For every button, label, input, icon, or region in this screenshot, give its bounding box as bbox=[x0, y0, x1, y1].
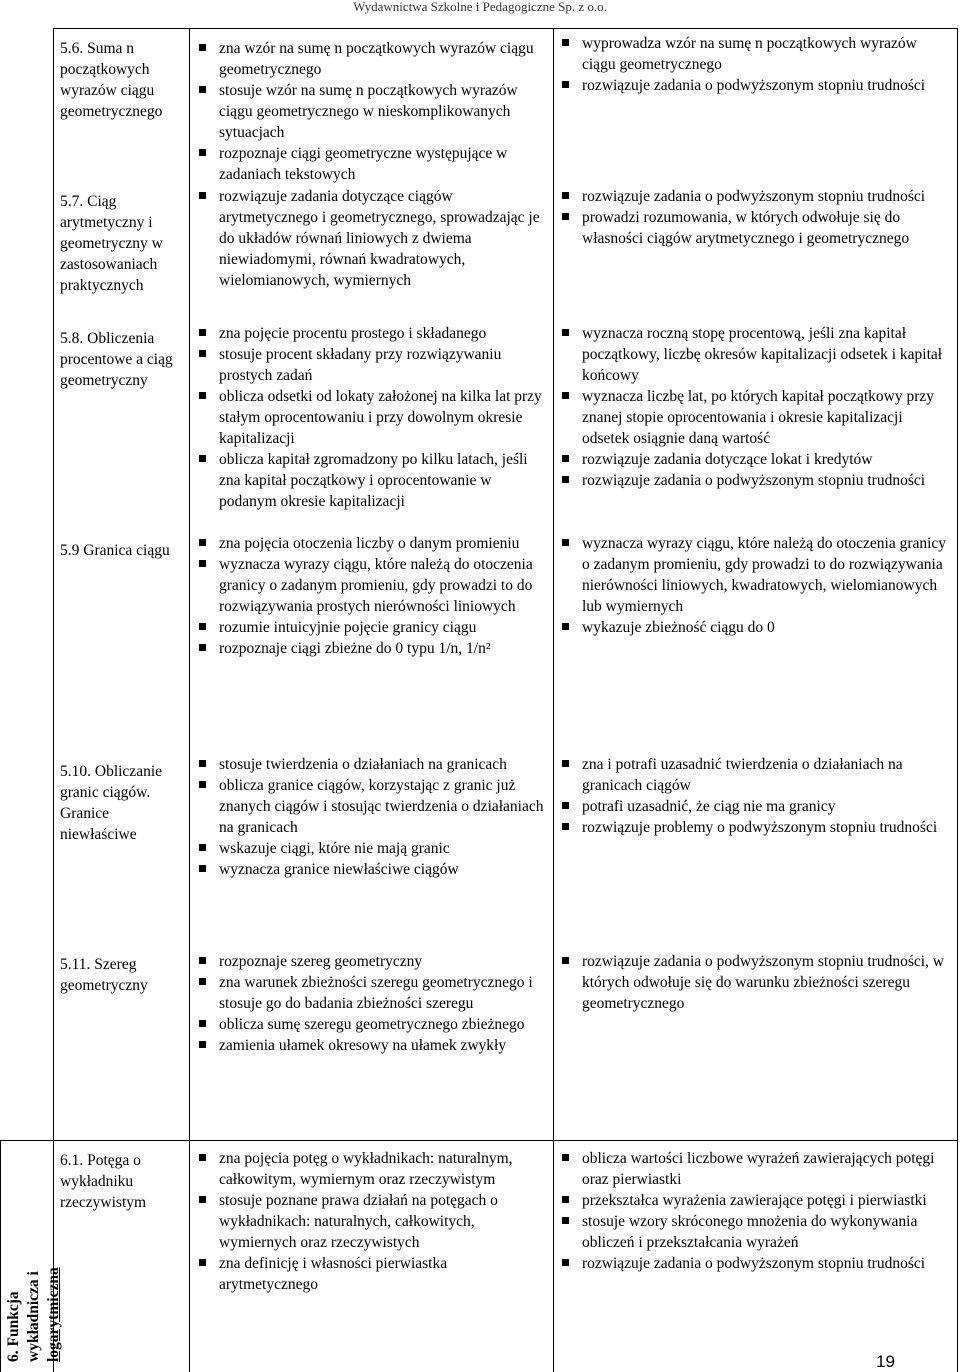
requirement-text: stosuje poznane prawa działań na potęgach o wykładnikach: naturalnych, całkowitych, wymiernych oraz rzeczywistych bbox=[219, 1192, 498, 1251]
extended-5-8 bbox=[560, 323, 952, 491]
chapter-divider bbox=[0, 1140, 958, 1141]
requirement-text: rozwiązuje zadania o podwyższonym stopniu trudności bbox=[582, 1255, 926, 1272]
table-border-left bbox=[53, 28, 54, 1372]
bullet-square-icon bbox=[199, 781, 206, 788]
bullet-square-icon bbox=[199, 957, 206, 964]
requirement-item bbox=[560, 754, 952, 796]
page-number: 19 bbox=[876, 1352, 895, 1371]
requirement-text: wskazuje ciągi, które nie mają granic bbox=[219, 840, 450, 857]
requirement-item bbox=[197, 554, 549, 617]
requirement-text: zna pojęcia potęg o wykładnikach: naturalnym, całkowitym, wymiernym oraz rzeczywistym bbox=[219, 1150, 513, 1188]
bullet-square-icon bbox=[199, 192, 206, 199]
requirement-text: rozpoznaje ciągi zbieżne do 0 typu 1/n, 1/n² bbox=[219, 640, 491, 657]
requirement-item bbox=[560, 449, 952, 470]
requirement-text: rozwiązuje zadania o podwyższonym stopniu trudności bbox=[582, 188, 926, 205]
requirement-text: potrafi uzasadnić, że ciąg nie ma granicy bbox=[582, 798, 836, 815]
bullet-square-icon bbox=[562, 213, 569, 220]
bullet-square-icon bbox=[562, 392, 569, 399]
requirement-item bbox=[560, 33, 952, 75]
requirement-text: oblicza odsetki od lokaty założonej na kilka lat przy stałym oprocentowaniu i przy dowolnym okresie kapitalizacji bbox=[219, 388, 542, 447]
basic-5-10 bbox=[197, 754, 549, 880]
requirement-item bbox=[560, 1253, 952, 1274]
requirement-item bbox=[197, 38, 549, 80]
bullet-square-icon bbox=[562, 1259, 569, 1266]
requirement-item bbox=[560, 617, 952, 638]
chapter-6-label-line2: wykładnicza i bbox=[25, 1271, 42, 1362]
bullet-square-icon bbox=[562, 802, 569, 809]
requirement-item bbox=[560, 207, 952, 249]
requirement-text: rozumie intuicyjnie pojęcie granicy ciągu bbox=[219, 619, 477, 636]
requirement-item bbox=[197, 859, 549, 880]
basic-5-8 bbox=[197, 323, 549, 512]
requirement-text: rozwiązuje zadania dotyczące lokat i kredytów bbox=[582, 451, 873, 468]
requirement-text: stosuje twierdzenia o działaniach na granicach bbox=[219, 756, 507, 773]
bullet-square-icon bbox=[199, 1259, 206, 1266]
bullet-square-icon bbox=[199, 644, 206, 651]
bullet-square-icon bbox=[199, 149, 206, 156]
requirement-text: zna pojęcie procentu prostego i składanego bbox=[219, 325, 487, 342]
requirement-item bbox=[197, 1035, 549, 1056]
requirement-text: wyznacza liczbę lat, po których kapitał początkowy przy znanej stopie oprocentowania i okresie kapitalizacji odsetek osiągnie daną wartość bbox=[582, 388, 935, 447]
requirement-item bbox=[560, 951, 952, 1014]
requirement-text: stosuje procent składany przy rozwiązywaniu prostych zadań bbox=[219, 346, 502, 384]
bullet-square-icon bbox=[562, 39, 569, 46]
requirement-text: wyznacza roczną stopę procentową, jeśli zna kapitał początkowy, liczbę okresów kapitalizacji odsetek i kapitał końcowy bbox=[582, 325, 943, 384]
requirement-item bbox=[197, 344, 549, 386]
requirement-text: rozwiązuje problemy o podwyższonym stopniu trudności bbox=[582, 819, 938, 836]
requirement-item bbox=[197, 754, 549, 775]
requirement-text: wyznacza wyrazy ciągu, które należą do otoczenia granicy o zadanym promieniu, gdy prowadzi to do rozwiązywania nierówności liniowych, kwadratowych, wielomianowych lub wymiernych bbox=[582, 535, 947, 615]
requirement-text: rozpoznaje szereg geometryczny bbox=[219, 953, 423, 970]
requirement-text: wyprowadza wzór na sumę n początkowych wyrazów ciągu geometrycznego bbox=[582, 35, 917, 73]
requirement-item bbox=[560, 1211, 952, 1253]
requirement-text: oblicza granice ciągów, korzystając z granic już znanych ciągów i stosując twierdzenia o działaniach na granicach bbox=[219, 777, 544, 836]
chapter-6-label bbox=[0, 1150, 62, 1366]
requirement-item bbox=[197, 1014, 549, 1035]
extended-5-9 bbox=[560, 533, 952, 638]
bullet-square-icon bbox=[199, 1020, 206, 1027]
column-divider-1 bbox=[189, 28, 190, 1372]
section-title-5-10: 5.10. Obliczanie granic ciągów. Granice niewłaściwe bbox=[60, 763, 163, 843]
requirement-item bbox=[560, 386, 952, 449]
requirement-item bbox=[197, 1253, 549, 1295]
requirement-item bbox=[560, 1190, 952, 1211]
requirement-item bbox=[197, 972, 549, 1014]
requirement-item bbox=[560, 470, 952, 491]
requirement-text: zna definicję i własności pierwiastka arytmetycznego bbox=[219, 1255, 448, 1293]
bullet-square-icon bbox=[562, 476, 569, 483]
bullet-square-icon bbox=[199, 978, 206, 985]
bullet-square-icon bbox=[562, 1154, 569, 1161]
requirement-item bbox=[560, 1148, 952, 1190]
section-title-5-7: 5.7. Ciąg arytmetyczny i geometryczny w zastosowaniach praktycznych bbox=[60, 193, 163, 294]
section-title-5-6: 5.6. Suma n początkowych wyrazów ciągu geometrycznego bbox=[60, 40, 163, 120]
extended-5-7 bbox=[560, 186, 952, 249]
bullet-square-icon bbox=[199, 392, 206, 399]
requirement-text: oblicza sumę szeregu geometrycznego zbieżnego bbox=[219, 1016, 525, 1033]
chapter-6-label-line3: logarytmiczna bbox=[45, 1267, 62, 1362]
requirement-item bbox=[560, 533, 952, 617]
section-title-6-1: 6.1. Potęga o wykładniku rzeczywistym bbox=[60, 1152, 147, 1211]
requirement-text: wykazuje zbieżność ciągu do 0 bbox=[582, 619, 775, 636]
bullet-square-icon bbox=[199, 455, 206, 462]
requirement-text: rozwiązuje zadania dotyczące ciągów arytmetycznego i geometrycznego, sprowadzając je do układów równań liniowych z dwiema niewiadomymi, równań kwadratowych, wielomianowych, wymiernych bbox=[219, 188, 540, 289]
requirement-item bbox=[197, 143, 549, 185]
basic-5-9 bbox=[197, 533, 549, 659]
bullet-square-icon bbox=[199, 865, 206, 872]
requirement-text: rozwiązuje zadania o podwyższonym stopniu trudności bbox=[582, 472, 926, 489]
requirement-item bbox=[197, 838, 549, 859]
requirement-item bbox=[197, 1190, 549, 1253]
requirement-text: rozwiązuje zadania o podwyższonym stopniu trudności, w których odwołuje się do warunku zbieżności szeregu geometrycznego bbox=[582, 953, 945, 1012]
requirement-item bbox=[197, 775, 549, 838]
extended-5-10 bbox=[560, 754, 952, 838]
requirement-text: stosuje wzory skróconego mnożenia do wykonywania obliczeń i przekształcania wyrażeń bbox=[582, 1213, 918, 1251]
requirement-item bbox=[560, 75, 952, 96]
bullet-square-icon bbox=[562, 81, 569, 88]
requirement-item bbox=[197, 80, 549, 143]
table-top bbox=[53, 28, 958, 29]
bullet-square-icon bbox=[562, 455, 569, 462]
column-divider-2 bbox=[553, 28, 554, 1372]
table-border-right bbox=[957, 28, 958, 1372]
bullet-square-icon bbox=[199, 1041, 206, 1048]
requirement-item bbox=[197, 1148, 549, 1190]
bullet-square-icon bbox=[199, 86, 206, 93]
extended-6-1 bbox=[560, 1148, 952, 1274]
bullet-square-icon bbox=[199, 350, 206, 357]
basic-5-6 bbox=[197, 38, 549, 185]
requirement-item bbox=[560, 817, 952, 838]
bullet-square-icon bbox=[199, 760, 206, 767]
chapter-6-label-line1: 6. Funkcja bbox=[5, 1291, 22, 1362]
bullet-square-icon bbox=[199, 623, 206, 630]
bullet-square-icon bbox=[199, 539, 206, 546]
requirement-text: stosuje wzór na sumę n początkowych wyrazów ciągu geometrycznego w nieskomplikowanych sytuacjach bbox=[219, 82, 518, 141]
bullet-square-icon bbox=[199, 560, 206, 567]
requirement-item bbox=[560, 323, 952, 386]
bullet-square-icon bbox=[562, 623, 569, 630]
requirement-text: oblicza kapitał zgromadzony po kilku latach, jeśli zna kapitał początkowy i oprocentowanie w podanym okresie kapitalizacji bbox=[219, 451, 528, 510]
requirement-item bbox=[197, 323, 549, 344]
requirement-text: oblicza wartości liczbowe wyrażeń zawierających potęgi oraz pierwiastki bbox=[582, 1150, 935, 1188]
bullet-square-icon bbox=[562, 760, 569, 767]
requirement-text: zamienia ułamek okresowy na ułamek zwykły bbox=[219, 1037, 507, 1054]
bullet-square-icon bbox=[199, 329, 206, 336]
requirement-text: zna warunek zbieżności szeregu geometrycznego i stosuje go do badania zbieżności szeregu bbox=[219, 974, 533, 1012]
bullet-square-icon bbox=[562, 957, 569, 964]
bullet-square-icon bbox=[562, 192, 569, 199]
requirement-item bbox=[560, 796, 952, 817]
bullet-square-icon bbox=[562, 539, 569, 546]
bullet-square-icon bbox=[562, 329, 569, 336]
basic-5-7 bbox=[197, 186, 549, 291]
requirement-text: zna pojęcia otoczenia liczby o danym promieniu bbox=[219, 535, 520, 552]
bullet-square-icon bbox=[562, 1196, 569, 1203]
requirement-item bbox=[197, 617, 549, 638]
requirement-text: zna i potrafi uzasadnić twierdzenia o działaniach na granicach ciągów bbox=[582, 756, 903, 794]
publisher-header: Wydawnictwa Szkolne i Pedagogiczne Sp. z o.o. bbox=[353, 0, 607, 14]
bullet-square-icon bbox=[562, 823, 569, 830]
section-title-5-11: 5.11. Szereg geometryczny bbox=[60, 956, 148, 994]
requirement-text: rozpoznaje ciągi geometryczne występujące w zadaniach tekstowych bbox=[219, 145, 508, 183]
requirement-text: rozwiązuje zadania o podwyższonym stopniu trudności bbox=[582, 77, 926, 94]
extended-5-6 bbox=[560, 33, 952, 96]
section-title-5-8: 5.8. Obliczenia procentowe a ciąg geometryczny bbox=[60, 330, 173, 389]
basic-5-11 bbox=[197, 951, 549, 1056]
requirement-text: przekształca wyrażenia zawierające potęgi i pierwiastki bbox=[582, 1192, 927, 1209]
requirement-item bbox=[197, 638, 549, 659]
requirement-text: wyznacza wyrazy ciągu, które należą do otoczenia granicy o zadanym promieniu, gdy prowadzi to do rozwiązywania prostych nierówności liniowych bbox=[219, 556, 533, 615]
bullet-square-icon bbox=[562, 1217, 569, 1224]
basic-6-1 bbox=[197, 1148, 549, 1295]
requirement-item bbox=[197, 951, 549, 972]
requirement-item bbox=[560, 186, 952, 207]
requirement-text: zna wzór na sumę n początkowych wyrazów ciągu geometrycznego bbox=[219, 40, 534, 78]
section-title-5-9: 5.9 Granica ciągu bbox=[60, 542, 170, 559]
requirement-text: prowadzi rozumowania, w których odwołuje się do własności ciągów arytmetycznego i geometrycznego bbox=[582, 209, 910, 247]
bullet-square-icon bbox=[199, 1154, 206, 1161]
requirement-item bbox=[197, 186, 549, 291]
bullet-square-icon bbox=[199, 44, 206, 51]
bullet-square-icon bbox=[199, 844, 206, 851]
requirement-item bbox=[197, 449, 549, 512]
requirement-item bbox=[197, 386, 549, 449]
bullet-square-icon bbox=[199, 1196, 206, 1203]
requirement-text: wyznacza granice niewłaściwe ciągów bbox=[219, 861, 459, 878]
extended-5-11 bbox=[560, 951, 952, 1014]
requirement-item bbox=[197, 533, 549, 554]
